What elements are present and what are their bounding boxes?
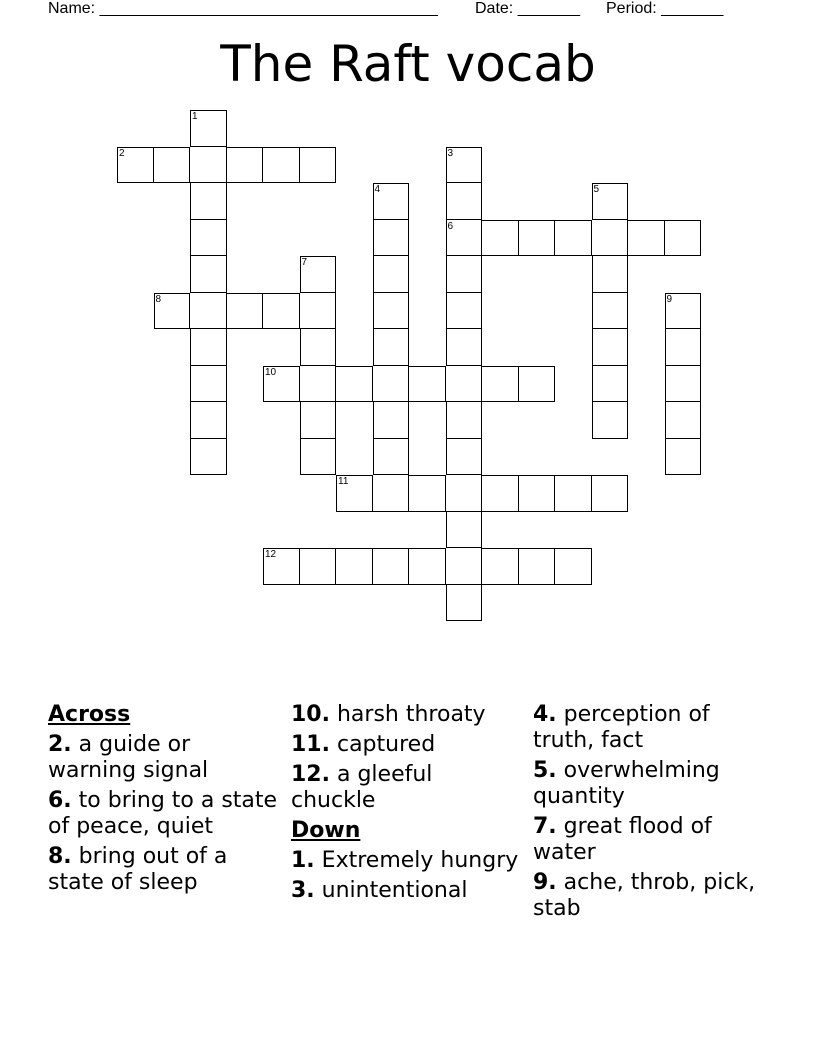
clue-across-8: 8. bring out of a state of sleep (48, 844, 228, 895)
grid-cell[interactable] (300, 147, 337, 184)
grid-cell[interactable] (592, 366, 629, 403)
grid-cell[interactable] (190, 366, 227, 403)
clue-across-2: 2. a guide or warning signal (48, 732, 209, 783)
grid-cell[interactable] (190, 329, 227, 366)
grid-cell[interactable] (373, 548, 410, 585)
grid-cell[interactable] (446, 366, 483, 403)
grid-cell[interactable] (373, 329, 410, 366)
grid-cell[interactable] (446, 548, 483, 585)
clue-down-4: 4. perception of truth, fact (533, 702, 710, 753)
grid-cell[interactable] (519, 366, 556, 403)
clue-across-11: 11. captured (291, 732, 436, 757)
grid-cell[interactable] (154, 147, 191, 184)
grid-cell[interactable] (446, 512, 483, 549)
grid-cell[interactable] (190, 183, 227, 220)
date-field[interactable]: Date: _______ (475, 0, 580, 17)
clues-column-2 (291, 702, 521, 908)
grid-cell[interactable] (373, 402, 410, 439)
grid-cell[interactable] (227, 147, 264, 184)
grid-cell[interactable] (446, 256, 483, 293)
grid-cell[interactable] (300, 366, 337, 403)
cell-number: 2 (119, 147, 125, 159)
cell-number: 4 (374, 184, 381, 195)
grid-cell[interactable] (227, 293, 264, 330)
clue-across-10: 10. harsh throaty (291, 702, 486, 727)
grid-cell[interactable] (373, 220, 410, 257)
grid-cell[interactable] (519, 548, 556, 585)
clue-down-3: 3. unintentional (291, 878, 468, 903)
grid-cell[interactable] (446, 293, 483, 330)
grid-cell[interactable] (409, 548, 446, 585)
clues-column-3 (533, 702, 763, 926)
grid-cell[interactable] (190, 293, 227, 330)
grid-cell[interactable] (190, 256, 227, 293)
grid-cell[interactable] (446, 439, 483, 476)
grid-cell[interactable] (446, 475, 483, 512)
grid-cell[interactable] (373, 293, 410, 330)
grid-cell[interactable] (592, 256, 629, 293)
grid-cell[interactable] (665, 329, 702, 366)
grid-cell[interactable] (190, 147, 227, 184)
grid-cell[interactable] (482, 475, 519, 512)
grid-cell[interactable] (555, 548, 592, 585)
clue-down-9: 9. ache, throb, pick, stab (533, 870, 756, 921)
grid-cell[interactable] (482, 220, 519, 257)
grid-cell[interactable] (592, 293, 629, 330)
grid-cell[interactable] (519, 220, 556, 257)
name-field[interactable]: Name: ______________________________________ (48, 0, 438, 17)
grid-cell[interactable] (300, 293, 337, 330)
grid-cell[interactable] (628, 220, 665, 257)
grid-cell[interactable] (409, 475, 446, 512)
grid-cell[interactable] (336, 548, 373, 585)
grid-cell[interactable] (592, 475, 629, 512)
grid-cell[interactable] (373, 366, 410, 403)
grid-cell[interactable] (665, 439, 702, 476)
grid-cell[interactable] (300, 329, 337, 366)
clue-down-5: 5. overwhelming quantity (533, 758, 720, 809)
grid-cell[interactable] (263, 293, 300, 330)
cell-number: 5 (593, 184, 600, 195)
grid-cell[interactable] (263, 147, 300, 184)
period-field[interactable]: Period: _______ (606, 0, 724, 17)
clue-across-12: 12. a gleeful chuckle (291, 762, 433, 813)
grid-cell[interactable] (519, 475, 556, 512)
grid-cell[interactable] (592, 329, 629, 366)
grid-cell[interactable] (300, 548, 337, 585)
cell-number: 11 (338, 476, 349, 487)
cell-number: 6 (447, 220, 454, 232)
cell-number: 9 (666, 293, 673, 305)
grid-cell[interactable] (665, 402, 702, 439)
grid-cell[interactable] (373, 475, 410, 512)
grid-cell[interactable] (300, 402, 337, 439)
cell-number: 10 (265, 366, 277, 378)
cell-number: 8 (155, 293, 162, 305)
grid-cell[interactable] (446, 329, 483, 366)
clue-across-6: 6. to bring to a state of peace, quiet (48, 788, 278, 839)
cell-number: 7 (301, 257, 308, 268)
clues-column-1 (48, 702, 278, 900)
grid-cell[interactable] (446, 402, 483, 439)
grid-cell[interactable] (373, 256, 410, 293)
clue-down-1: 1. Extremely hungry (291, 848, 519, 873)
grid-cell[interactable] (446, 585, 483, 622)
grid-cell[interactable] (482, 548, 519, 585)
grid-cell[interactable] (336, 366, 373, 403)
grid-cell[interactable] (446, 183, 483, 220)
cell-number: 12 (265, 549, 277, 560)
grid-cell[interactable] (373, 439, 410, 476)
cell-number: 3 (447, 147, 454, 159)
puzzle-title: The Raft vocab (220, 35, 596, 93)
grid-cell[interactable] (190, 439, 227, 476)
grid-cell[interactable] (665, 366, 702, 403)
grid-cell[interactable] (555, 220, 592, 257)
grid-cell[interactable] (592, 402, 629, 439)
grid-cell[interactable] (300, 439, 337, 476)
down-heading: Down (291, 818, 361, 843)
grid-cell[interactable] (555, 475, 592, 512)
grid-cell[interactable] (190, 402, 227, 439)
grid-cell[interactable] (482, 366, 519, 403)
clue-down-7: 7. great flood of water (533, 814, 712, 865)
grid-cell[interactable] (665, 220, 702, 257)
cell-number: 1 (192, 111, 198, 122)
grid-cell[interactable] (592, 220, 629, 257)
grid-cell[interactable] (190, 220, 227, 257)
grid-cell[interactable] (409, 366, 446, 403)
across-heading: Across (48, 702, 131, 727)
